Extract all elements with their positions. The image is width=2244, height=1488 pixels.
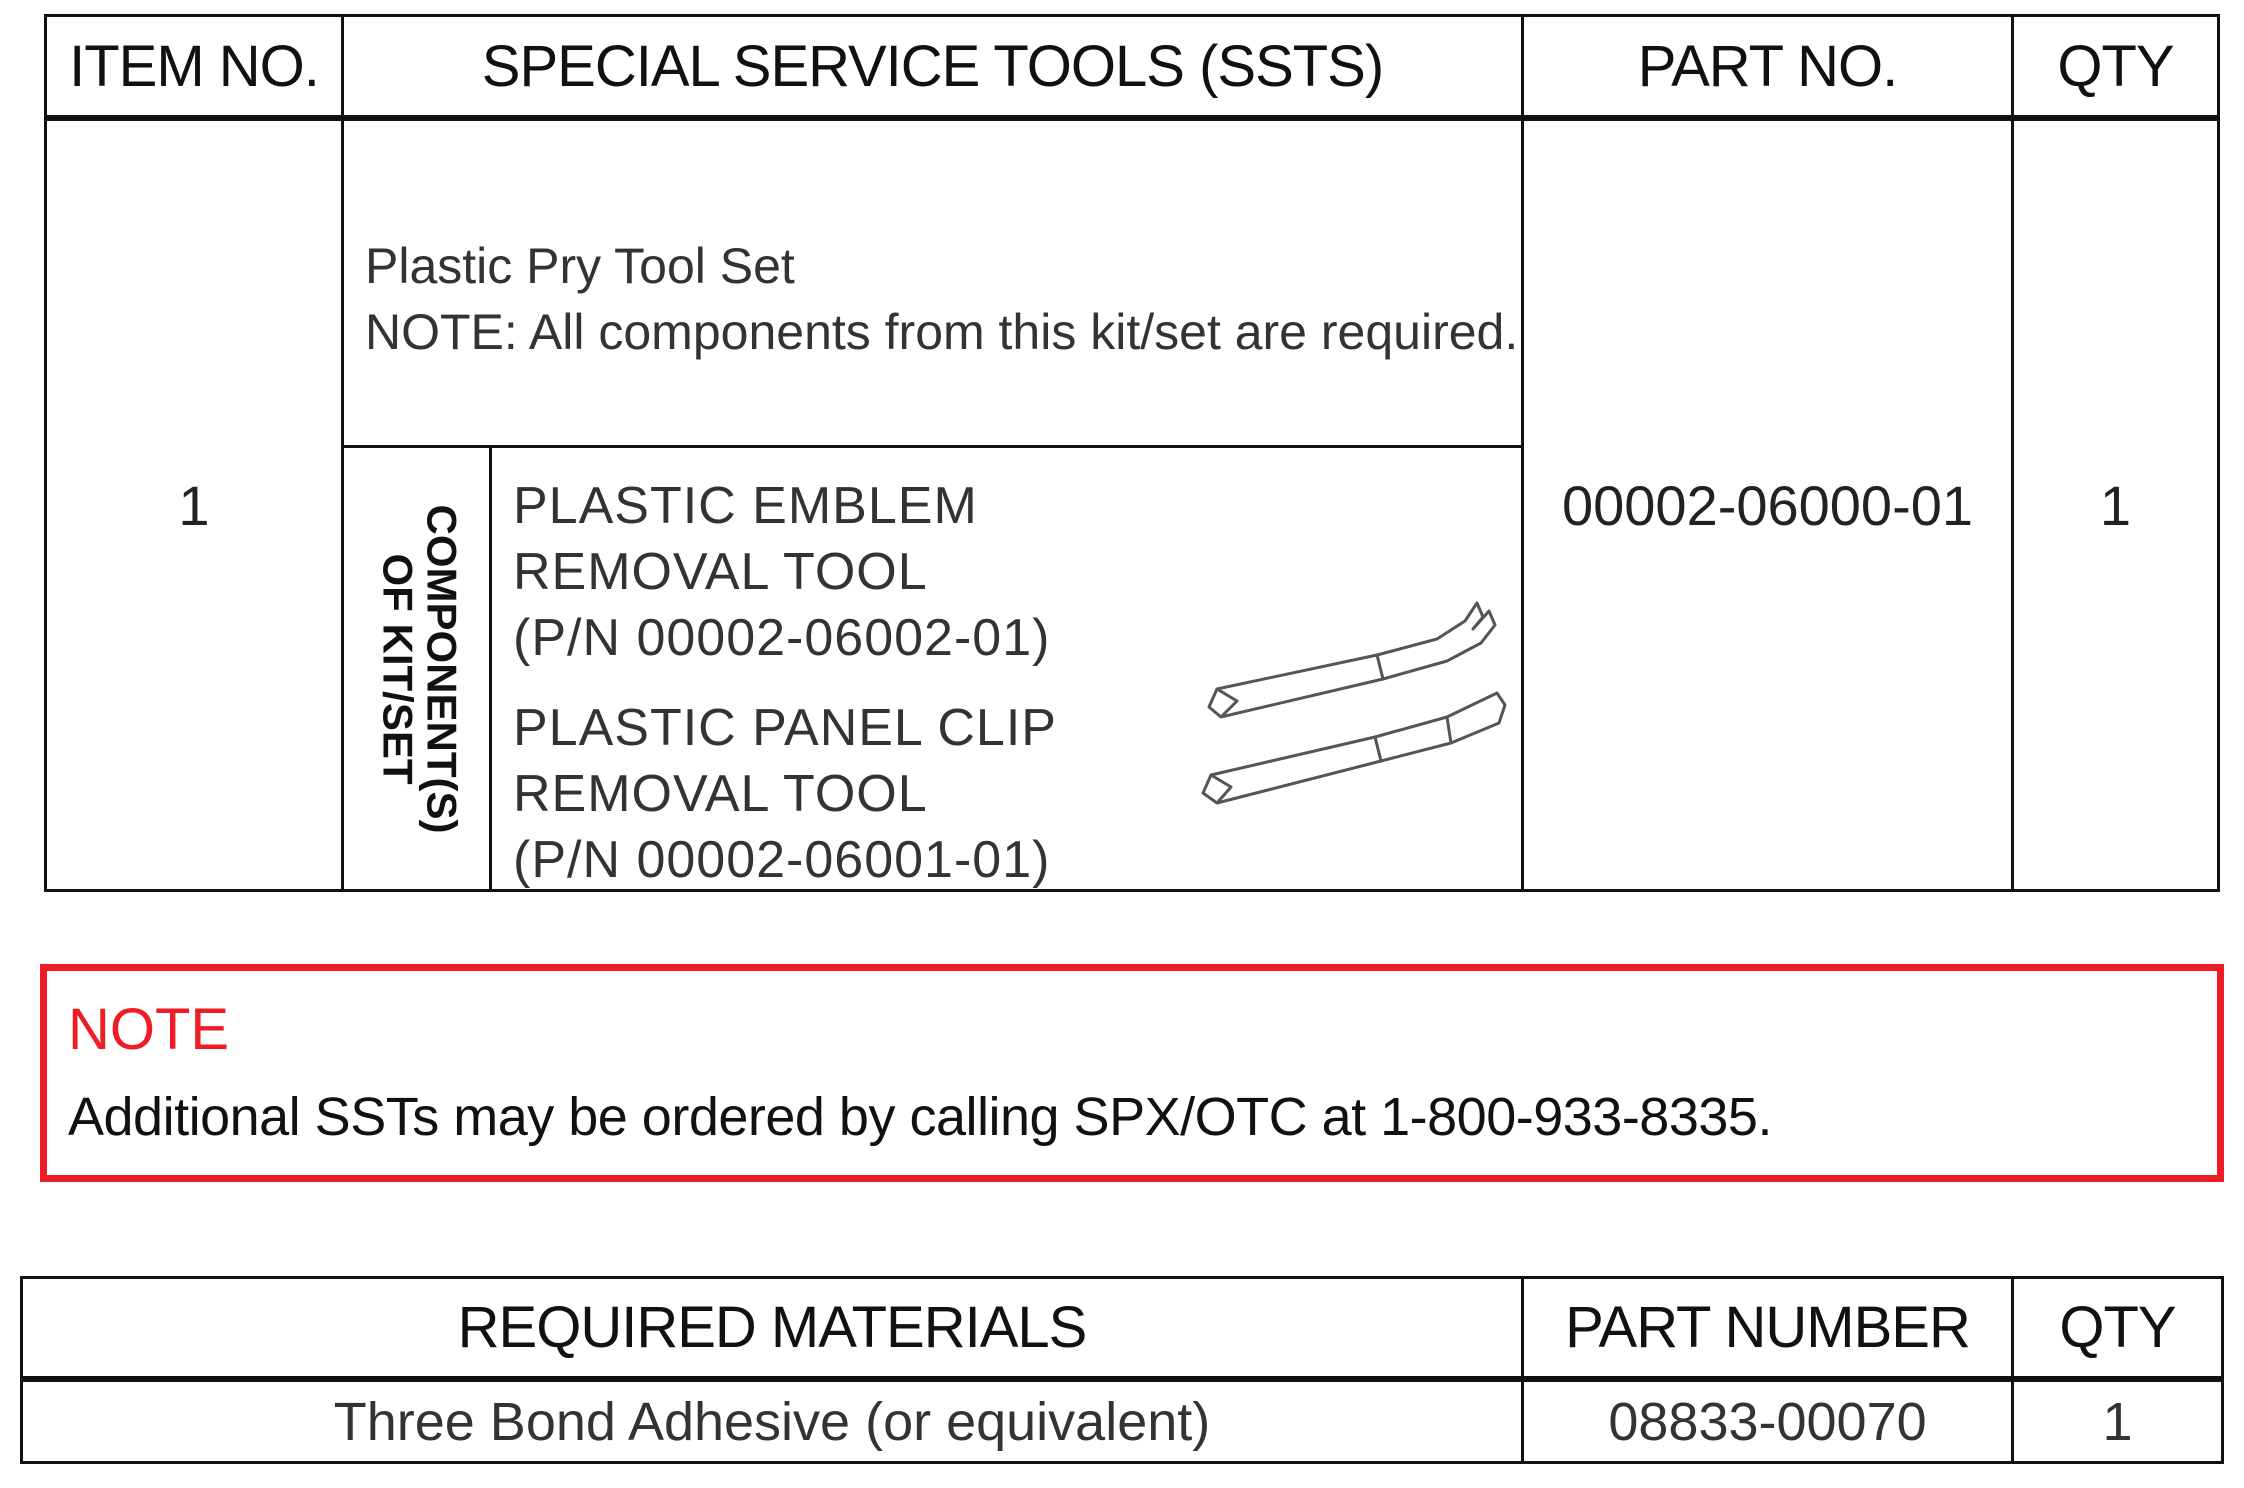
pry-tools-icon — [1197, 577, 1527, 817]
item-number: 1 — [178, 473, 210, 537]
note-box — [40, 964, 2224, 1182]
component-2-line1: PLASTIC PANEL CLIP — [513, 699, 1057, 757]
header-required-materials: REQUIRED MATERIALS — [457, 1295, 1087, 1360]
header-item-no: ITEM NO. — [69, 33, 319, 99]
tool-set-name: Plastic Pry Tool Set — [365, 238, 795, 294]
header-tools: SPECIAL SERVICE TOOLS (SSTS) — [481, 33, 1384, 99]
description-divider — [341, 445, 1523, 448]
materials-table — [20, 1276, 2224, 1464]
kit-part-number: 00002-06000-01 — [1561, 473, 1974, 537]
sst-table — [44, 14, 2220, 892]
material-name: Three Bond Adhesive (or equivalent) — [333, 1391, 1211, 1452]
note-text: Additional SSTs may be ordered by calling SPX/OTC at 1-800-933-8335. — [68, 1087, 1772, 1147]
components-label-line2: OF KIT/SET — [374, 553, 421, 785]
material-part-number: 08833-00070 — [1608, 1391, 1927, 1452]
kit-qty: 1 — [2099, 473, 2132, 537]
material-qty: 1 — [2102, 1391, 2133, 1452]
header-qty: QTY — [2059, 1295, 2176, 1360]
header-part-no: PART NO. — [1637, 33, 1898, 99]
component-1-part-number: (P/N 00002-06002-01) — [513, 609, 1051, 667]
components-label — [344, 449, 494, 889]
components-label-line1: COMPONENT(S) — [418, 504, 465, 834]
component-1-line1: PLASTIC EMBLEM — [513, 477, 978, 535]
component-2-line2: REMOVAL TOOL — [513, 765, 928, 823]
header-qty: QTY — [2057, 33, 2174, 99]
note-title: NOTE — [68, 997, 230, 1062]
component-2-part-number: (P/N 00002-06001-01) — [513, 831, 1051, 889]
tool-set-note: NOTE: All components from this kit/set are required. — [365, 304, 1519, 360]
header-part-number: PART NUMBER — [1565, 1295, 1970, 1360]
component-1-line2: REMOVAL TOOL — [513, 543, 928, 601]
